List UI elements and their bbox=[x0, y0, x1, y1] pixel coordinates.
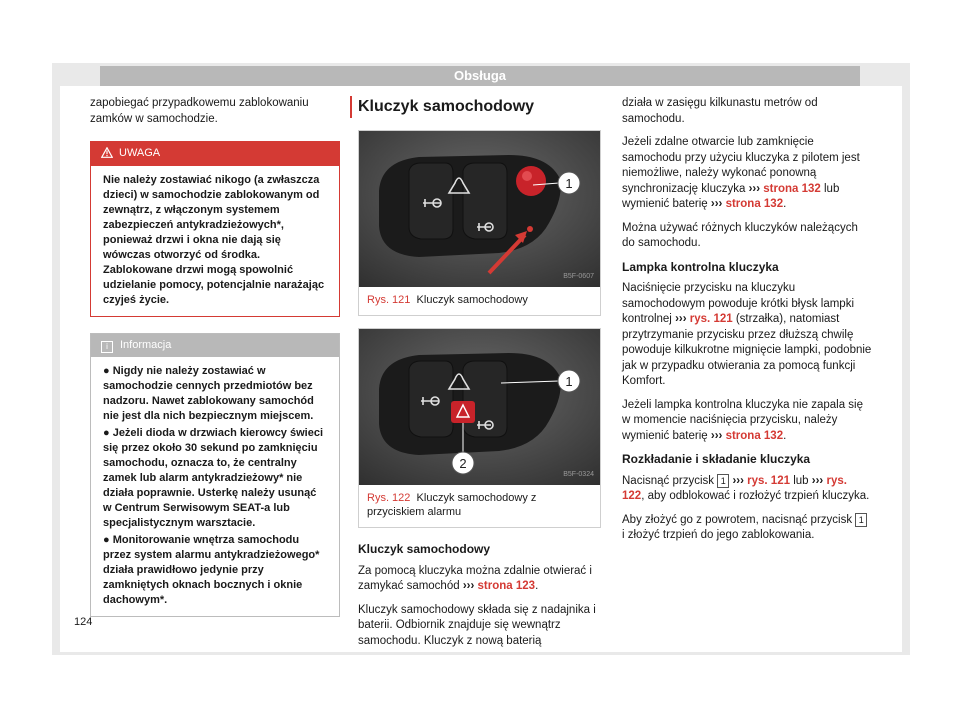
paragraph: działa w zasięgu kilkunastu metrów od samochodu. bbox=[622, 97, 818, 125]
subheading: Lampka kontrolna kluczyka bbox=[622, 259, 779, 274]
page-ref-link[interactable]: strona 132 bbox=[725, 198, 784, 210]
manual-page bbox=[60, 86, 902, 652]
info-header bbox=[91, 334, 339, 358]
page-ref-link[interactable]: strona 123 bbox=[477, 580, 536, 592]
page-ref-link[interactable]: strona 132 bbox=[725, 429, 784, 442]
figure-code: B5F-0607 bbox=[563, 272, 594, 280]
column-left bbox=[90, 96, 340, 617]
warning-triangle-icon bbox=[101, 147, 113, 158]
figure-121 bbox=[358, 130, 601, 316]
page-ref-link[interactable]: strona 132 bbox=[763, 182, 821, 195]
callout-1: 1 bbox=[565, 176, 573, 191]
figure-label: Rys. 122 bbox=[367, 492, 411, 504]
warning-box bbox=[90, 141, 340, 317]
paragraph: Jeżeli zdalne otwarcie lub zamknięcie samochodu przy użyciu kluczyka z pilotem jest niemożliwe, należy wykonać ponowną synchronizację kluczyka ››› strona 132 lub wymienić baterię ››› strona 132. bbox=[622, 136, 860, 210]
figure-ref-link[interactable]: rys. 121 bbox=[747, 474, 790, 487]
paragraph: Jeżeli lampka kontrolna kluczyka nie zapala się w momencie naciśnięcia przycisku, należy wymienić baterię ››› strona 132. bbox=[622, 398, 863, 442]
figure-code: B5F-0324 bbox=[563, 470, 594, 478]
column-right bbox=[622, 96, 872, 552]
figure-caption-text: Kluczyk samochodowy z przyciskiem alarmu bbox=[367, 492, 537, 518]
car-key-alarm-illustration bbox=[359, 329, 600, 485]
button-number-badge: 1 bbox=[717, 474, 729, 488]
info-item: ● Monitorowanie wnętrza samochodu przez system alarmu antykradzieżowego* działa prawidłowo jedynie przy zamkniętych oknach bocznych i oknie dachowym*. bbox=[103, 534, 320, 606]
paragraph: Aby złożyć go z powrotem, nacisnąć przycisk 1 i złożyć trzpień do jego zablokowania. bbox=[622, 513, 872, 544]
figure-label: Rys. 121 bbox=[367, 294, 411, 306]
section-title: Kluczyk samochodowy bbox=[350, 96, 601, 118]
paragraph: Za pomocą kluczyka można zdalnie otwierać i zamykać samochód ››› strona 123. bbox=[358, 564, 592, 592]
page-number: 124 bbox=[74, 616, 93, 628]
warning-header bbox=[91, 142, 339, 166]
info-body bbox=[91, 357, 339, 616]
info-item: ● Jeżeli dioda w drzwiach kierowcy świeci się przez około 30 sekund po zamknięciu samochodu, oznacza to, że centralny zamek lub alarm antykradzieżowy* nie działa poprawnie. Usterkę należy usunąć w Centrum Serwisowym SEAT-a lub specjalistycznym warsztacie. bbox=[103, 427, 324, 529]
warning-title: UWAGA bbox=[119, 147, 161, 159]
callout-2: 2 bbox=[459, 456, 467, 471]
car-key-image bbox=[359, 131, 600, 287]
subheading: Kluczyk samochodowy bbox=[358, 542, 491, 556]
paragraph: Naciśnięcie przycisku na kluczyku samochodowym powoduje krótki błysk lampki kontrolnej ››› rys. 121 (strzałka), natomiast przytrzymanie przycisku przez dłuższą chwilę powoduje kilkukrotne mignięcie lampki, podobnie jak w przypadku otwierania za pomocą funkcji Komfort. bbox=[622, 282, 872, 387]
callout-1: 1 bbox=[565, 374, 573, 389]
car-key-illustration bbox=[359, 131, 600, 287]
figure-caption bbox=[359, 485, 600, 527]
intro-text: zapobiegać przypadkowemu zablokowaniu zamków w samochodzie. bbox=[90, 97, 309, 125]
info-item: ● Nigdy nie należy zostawiać w samochodzie cennych przedmiotów bez nadzoru. Nawet zablokowany samochód nie jest dla nich bezpiecznym miejscem. bbox=[103, 365, 314, 422]
figure-ref-link[interactable]: rys. 121 bbox=[689, 313, 733, 325]
info-title: Informacja bbox=[120, 338, 172, 351]
info-icon: i bbox=[101, 341, 113, 353]
button-number-badge: 1 bbox=[855, 513, 867, 527]
column-middle bbox=[358, 96, 601, 657]
car-key-alarm-image bbox=[359, 329, 600, 485]
figure-ref-link[interactable]: rys. 122 bbox=[622, 474, 847, 502]
figure-caption-text: Kluczyk samochodowy bbox=[416, 294, 528, 306]
figure-caption bbox=[359, 287, 600, 315]
info-box bbox=[90, 333, 340, 618]
warning-text: Nie należy zostawiać nikogo (a zwłaszcza dzieci) w samochodzie zablokowanym od zewnątrz, z włączonym systemem zabezpieczeń antykradzieżowych*, ponieważ drzwi i okna nie dają się wówczas otworzyć od środka. Zablokowane drzwi mogą spowolnić udzielanie pomocy, potencjalnie narażając czyjeś życie. bbox=[103, 173, 325, 306]
paragraph: Można używać różnych kluczyków należących do samochodu. bbox=[622, 221, 858, 249]
subheading: Rozkładanie i składanie kluczyka bbox=[622, 452, 811, 466]
page-header: Obsługa bbox=[100, 66, 860, 86]
paragraph: Nacisnąć przycisk 1 ››› rys. 121 lub ››› rys. 122, aby odblokować i rozłożyć trzpień kluczyka. bbox=[622, 474, 870, 502]
figure-122 bbox=[358, 328, 601, 528]
paragraph: Kluczyk samochodowy składa się z nadajnika i baterii. Odbiornik znajduje się wewnątrz samochodu. Kluczyk z nową baterią bbox=[358, 603, 596, 647]
